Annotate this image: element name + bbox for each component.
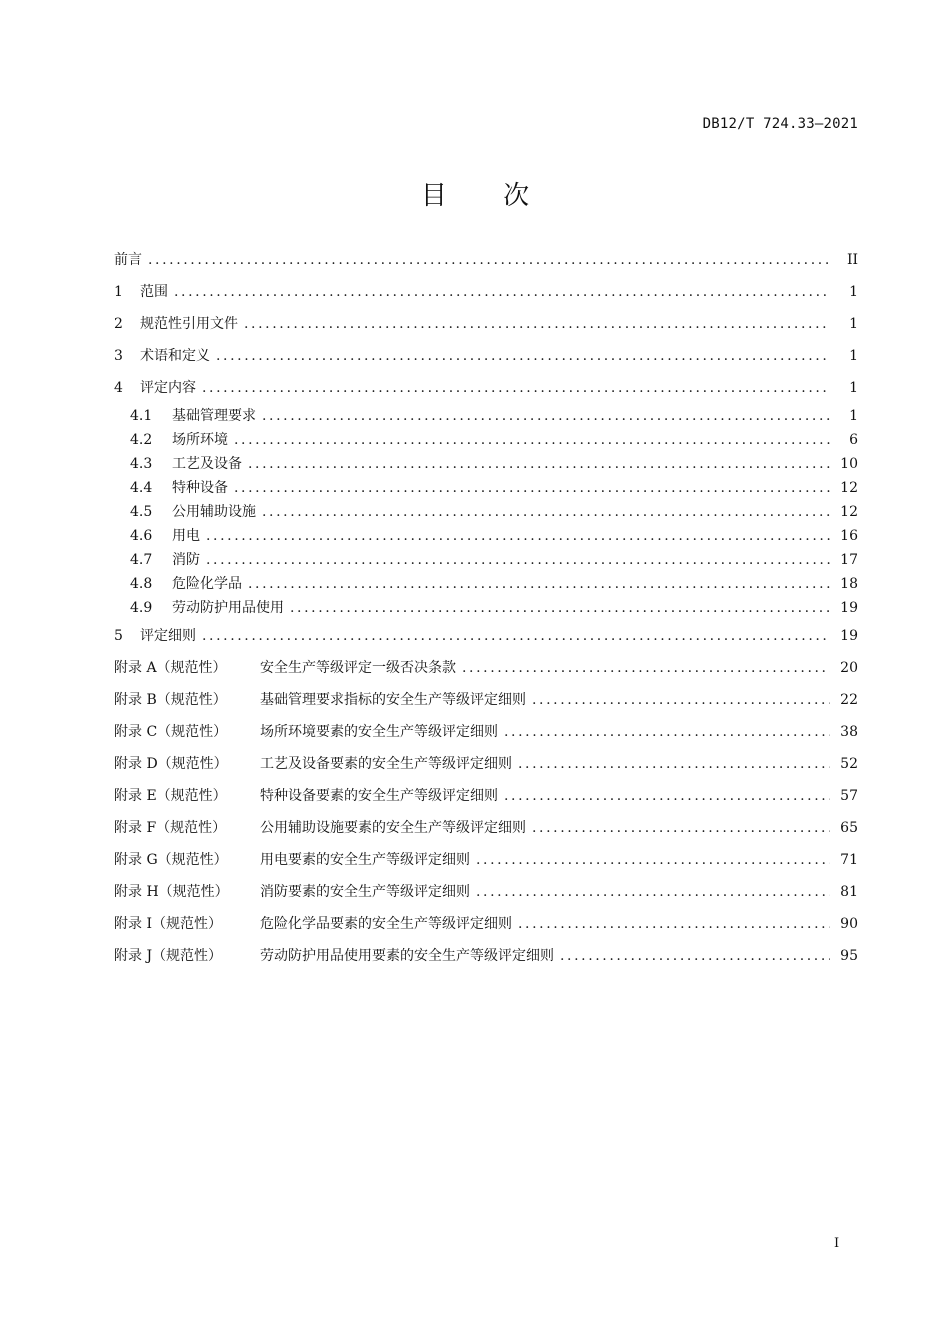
toc-entry-title: 特种设备要素的安全生产等级评定细则 <box>260 788 498 804</box>
toc-dot-leader <box>248 452 830 476</box>
toc-page-number: 71 <box>840 852 858 868</box>
toc-page-number: 1 <box>849 408 858 424</box>
page-title: 目 次 <box>420 181 530 212</box>
toc-entry[interactable] <box>114 524 858 548</box>
toc-page-number: 52 <box>840 756 858 772</box>
toc-page-number: 1 <box>849 380 858 396</box>
toc-entry[interactable] <box>114 500 858 524</box>
toc-dot-leader <box>148 244 830 276</box>
toc-dot-leader <box>202 372 830 404</box>
toc-dot-leader <box>248 572 830 596</box>
toc-entry[interactable] <box>114 940 858 972</box>
toc-entry-title: 场所环境要素的安全生产等级评定细则 <box>260 724 498 740</box>
toc-page-number: 57 <box>840 788 858 804</box>
toc-dot-leader <box>262 500 830 524</box>
toc-dot-leader <box>518 748 830 780</box>
toc-entry-title: 基础管理要求指标的安全生产等级评定细则 <box>260 692 526 708</box>
toc-page-number: 1 <box>849 316 858 332</box>
toc-page-number: 6 <box>849 432 858 448</box>
toc-entry-title: 消防要素的安全生产等级评定细则 <box>260 884 470 900</box>
toc-dot-leader <box>476 844 830 876</box>
toc-page-number: II <box>846 252 858 268</box>
toc-entry-number: 4.7 <box>130 552 153 568</box>
toc-page-number: 19 <box>840 628 858 644</box>
toc-entry-title: 场所环境 <box>172 432 228 448</box>
toc-appendix-label: 附录 E（规范性） <box>114 788 227 804</box>
toc-dot-leader <box>202 620 830 652</box>
toc-appendix-label: 附录 A（规范性） <box>114 660 227 676</box>
toc-entry-title: 用电 <box>172 528 200 544</box>
toc-entry-number: 5 <box>114 628 123 644</box>
toc-dot-leader <box>262 404 830 428</box>
toc-entry[interactable] <box>114 684 858 716</box>
toc-entry[interactable] <box>114 780 858 812</box>
toc-entry-title: 特种设备 <box>172 480 228 496</box>
toc-entry-title: 前言 <box>114 252 142 268</box>
toc-entry[interactable] <box>114 812 858 844</box>
toc-entry-title: 公用辅助设施 <box>172 504 256 520</box>
toc-entry-title: 工艺及设备 <box>172 456 242 472</box>
toc-appendix-label: 附录 C（规范性） <box>114 724 228 740</box>
toc-page-number: 16 <box>840 528 858 544</box>
toc-entry[interactable] <box>114 572 858 596</box>
toc-entry[interactable] <box>114 876 858 908</box>
toc-dot-leader <box>462 652 830 684</box>
toc-page-number: 10 <box>840 456 858 472</box>
page-number: I <box>834 1236 840 1251</box>
toc-dot-leader <box>174 276 830 308</box>
toc-entry[interactable] <box>114 652 858 684</box>
toc-entry[interactable] <box>114 596 858 620</box>
toc-page-number: 1 <box>849 284 858 300</box>
toc-page-number: 1 <box>849 348 858 364</box>
toc-entry-number: 3 <box>114 348 123 364</box>
toc-page-number: 81 <box>840 884 858 900</box>
toc-entry-title: 评定细则 <box>140 628 196 644</box>
toc-entry-title: 安全生产等级评定一级否决条款 <box>260 660 456 676</box>
toc-dot-leader <box>532 812 830 844</box>
toc-entry-number: 4 <box>114 380 123 396</box>
toc-entry-number: 2 <box>114 316 123 332</box>
toc-dot-leader <box>216 340 830 372</box>
toc-entry-title: 危险化学品要素的安全生产等级评定细则 <box>260 916 512 932</box>
toc-entry-title: 用电要素的安全生产等级评定细则 <box>260 852 470 868</box>
toc-dot-leader <box>234 476 830 500</box>
toc-entry-title: 基础管理要求 <box>172 408 256 424</box>
toc-entry-number: 4.2 <box>130 432 153 448</box>
toc-dot-leader <box>206 524 830 548</box>
toc-entry[interactable] <box>114 404 858 428</box>
toc-entry-title: 劳动防护用品使用要素的安全生产等级评定细则 <box>260 948 554 964</box>
toc-appendix-label: 附录 F（规范性） <box>114 820 227 836</box>
toc-entry[interactable] <box>114 372 858 404</box>
toc-page-number: 17 <box>840 552 858 568</box>
toc-page-number: 20 <box>840 660 858 676</box>
toc-entry[interactable] <box>114 620 858 652</box>
toc-appendix-label: 附录 I（规范性） <box>114 916 222 932</box>
toc-entry-title: 范围 <box>140 284 168 300</box>
toc-dot-leader <box>532 684 830 716</box>
toc-page-number: 12 <box>840 480 858 496</box>
toc-entry-title: 消防 <box>172 552 200 568</box>
toc-entry[interactable] <box>114 476 858 500</box>
toc-entry[interactable] <box>114 428 858 452</box>
toc-page-number: 90 <box>840 916 858 932</box>
toc-entry-number: 4.8 <box>130 576 153 592</box>
toc-entry[interactable] <box>114 340 858 372</box>
toc-dot-leader <box>560 940 830 972</box>
table-of-contents <box>114 244 858 972</box>
toc-appendix-label: 附录 J（规范性） <box>114 948 223 964</box>
toc-page-number: 65 <box>840 820 858 836</box>
toc-dot-leader <box>290 596 830 620</box>
toc-entry-title: 术语和定义 <box>140 348 210 364</box>
toc-entry-number: 1 <box>114 284 123 300</box>
toc-entry[interactable] <box>114 244 858 276</box>
toc-entry-title: 危险化学品 <box>172 576 242 592</box>
toc-entry-title: 公用辅助设施要素的安全生产等级评定细则 <box>260 820 526 836</box>
toc-entry-number: 4.3 <box>130 456 153 472</box>
toc-entry[interactable] <box>114 716 858 748</box>
toc-dot-leader <box>476 876 830 908</box>
toc-entry[interactable] <box>114 748 858 780</box>
toc-appendix-label: 附录 H（规范性） <box>114 884 229 900</box>
toc-dot-leader <box>234 428 830 452</box>
toc-entry[interactable] <box>114 308 858 340</box>
toc-entry-number: 4.5 <box>130 504 153 520</box>
toc-entry[interactable] <box>114 548 858 572</box>
toc-entry[interactable] <box>114 908 858 940</box>
toc-appendix-label: 附录 B（规范性） <box>114 692 227 708</box>
toc-page-number: 18 <box>840 576 858 592</box>
toc-dot-leader <box>518 908 830 940</box>
toc-entry-title: 工艺及设备要素的安全生产等级评定细则 <box>260 756 512 772</box>
toc-entry-number: 4.1 <box>130 408 153 424</box>
toc-page-number: 22 <box>840 692 858 708</box>
toc-dot-leader <box>504 716 830 748</box>
toc-entry[interactable] <box>114 452 858 476</box>
toc-appendix-label: 附录 G（规范性） <box>114 852 228 868</box>
toc-entry-title: 劳动防护用品使用 <box>172 600 284 616</box>
toc-entry-title: 评定内容 <box>140 380 196 396</box>
toc-entry-number: 4.6 <box>130 528 153 544</box>
toc-page-number: 12 <box>840 504 858 520</box>
toc-appendix-label: 附录 D（规范性） <box>114 756 228 772</box>
toc-entry-number: 4.4 <box>130 480 153 496</box>
toc-entry[interactable] <box>114 276 858 308</box>
document-code: DB12/T 724.33—2021 <box>702 116 858 132</box>
toc-page-number: 95 <box>840 948 858 964</box>
toc-dot-leader <box>244 308 830 340</box>
toc-dot-leader <box>504 780 830 812</box>
toc-entry[interactable] <box>114 844 858 876</box>
toc-page-number: 19 <box>840 600 858 616</box>
toc-entry-title: 规范性引用文件 <box>140 316 238 332</box>
toc-dot-leader <box>206 548 830 572</box>
toc-entry-number: 4.9 <box>130 600 153 616</box>
toc-page-number: 38 <box>840 724 858 740</box>
